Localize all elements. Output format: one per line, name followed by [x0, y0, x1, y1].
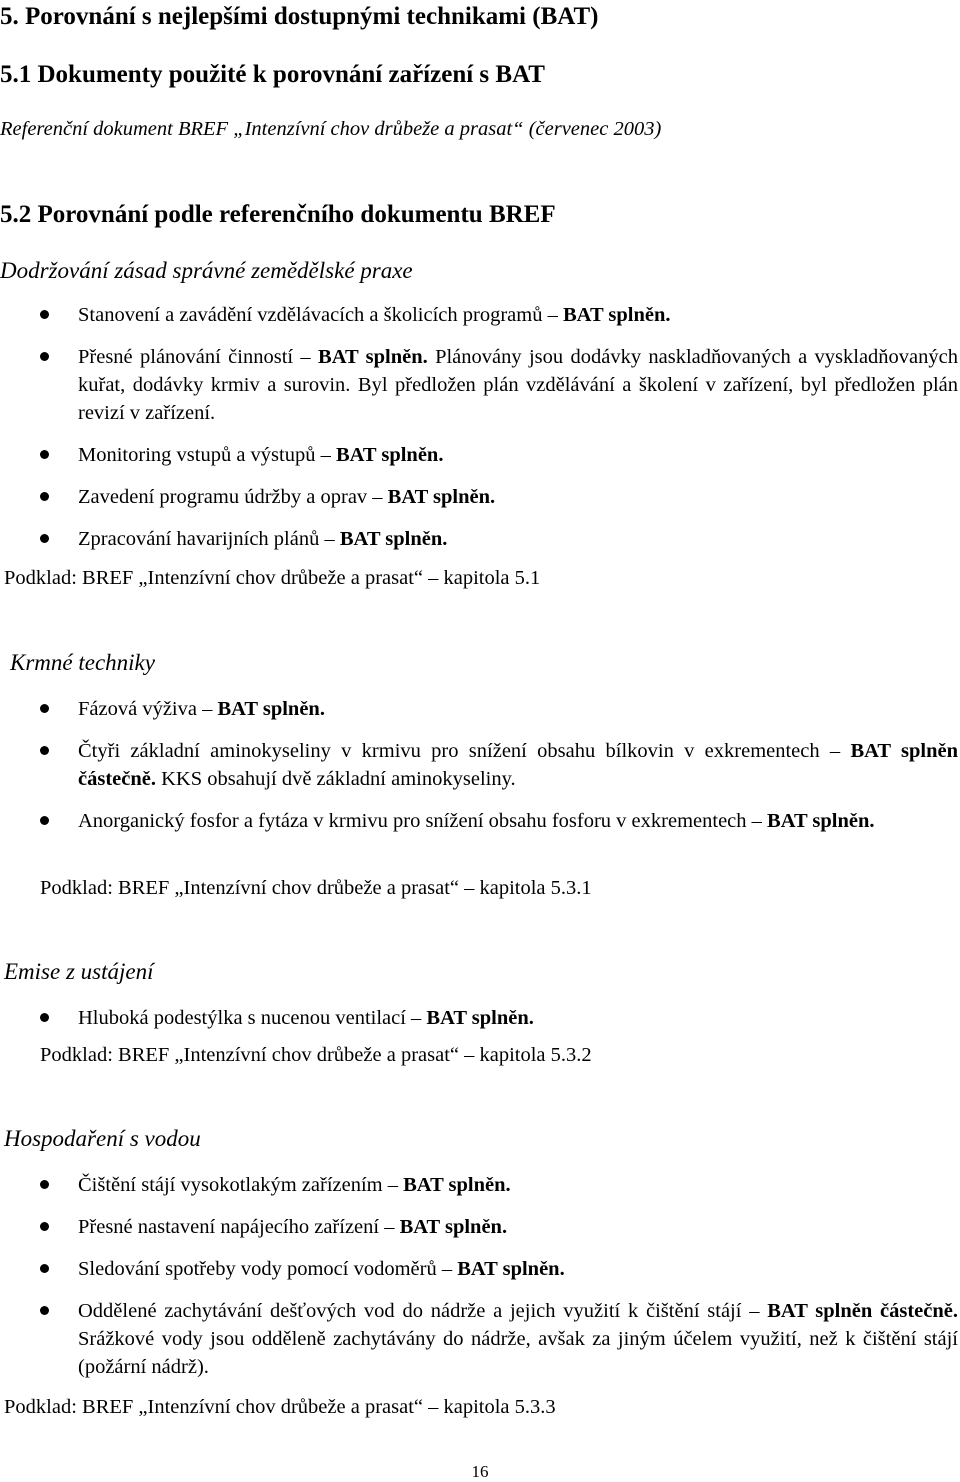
- bullet-icon: [40, 1013, 49, 1022]
- section-title: Emise z ustájení: [4, 959, 154, 984]
- list-item: Zavedení programu údržby a oprav – BAT splněn.: [78, 486, 496, 508]
- list-item: Oddělené zachytávání dešťových vod do nádrže a jejich využití k čištění stájí – BAT splněn částečně. Srážkové vody jsou odděleně zachytávány do nádrže, avšak za jiným účelem využití, než k čištění stájí (požární nádrž).: [78, 1300, 959, 1378]
- section-title: Krmné techniky: [10, 650, 155, 675]
- bullet-icon: [40, 352, 49, 361]
- list-item: Sledování spotřeby vody pomocí vodoměrů – BAT splněn.: [78, 1258, 565, 1280]
- bullet-icon: [40, 704, 49, 713]
- bullet-icon: [40, 1264, 49, 1273]
- list-item: Hluboká podestýlka s nucenou ventilací – BAT splněn.: [78, 1007, 534, 1029]
- section-title: Hospodaření s vodou: [4, 1126, 201, 1151]
- list-item: Přesné nastavení napájecího zařízení – BAT splněn.: [78, 1216, 508, 1238]
- bullet-icon: [40, 1180, 49, 1189]
- heading-section-5: 5. Porovnání s nejlepšími dostupnými technikami (BAT): [0, 3, 599, 30]
- bullet-icon: [40, 1306, 49, 1315]
- heading-section-5-1: 5.1 Dokumenty použité k porovnání zařízení s BAT: [0, 61, 545, 88]
- page-number: 16: [471, 1462, 489, 1481]
- list-item: Anorganický fosfor a fytáza v krmivu pro snížení obsahu fosforu v exkrementech – BAT splněn.: [78, 810, 875, 832]
- bullet-icon: [40, 816, 49, 825]
- list-item: Zpracování havarijních plánů – BAT splněn.: [78, 528, 448, 550]
- reference-document: Referenční dokument BREF „Intenzívní chov drůbeže a prasat“ (červenec 2003): [0, 118, 662, 140]
- bullet-icon: [40, 450, 49, 459]
- source-note: Podklad: BREF „Intenzívní chov drůbeže a prasat“ – kapitola 5.1: [4, 567, 541, 589]
- bullet-icon: [40, 746, 49, 755]
- list-item: Fázová výživa – BAT splněn.: [78, 698, 325, 720]
- source-note: Podklad: BREF „Intenzívní chov drůbeže a prasat“ – kapitola 5.3.3: [4, 1396, 556, 1418]
- list-item: Stanovení a zavádění vzdělávacích a školicích programů – BAT splněn.: [78, 304, 671, 326]
- bullet-icon: [40, 310, 49, 319]
- list-item: Čištění stájí vysokotlakým zařízením – BAT splněn.: [78, 1174, 511, 1196]
- list-item: Monitoring vstupů a výstupů – BAT splněn.: [78, 444, 444, 466]
- list-item: Čtyři základní aminokyseliny v krmivu pro snížení obsahu bílkovin v exkrementech – BAT splněn částečně. KKS obsahují dvě základní aminokyseliny.: [78, 740, 958, 790]
- bullet-icon: [40, 1222, 49, 1231]
- section-title: Dodržování zásad správné zemědělské praxe: [0, 258, 413, 283]
- bullet-icon: [40, 534, 49, 543]
- list-item: Přesné plánování činností – BAT splněn. Plánovány jsou dodávky naskladňovaných a vyskladňovaných kuřat, dodávky krmiv a surovin. Byl předložen plán vzdělávání a školení v zařízení, byl předložen plán revizí v zařízení.: [78, 346, 958, 424]
- bullet-icon: [40, 492, 49, 501]
- source-note: Podklad: BREF „Intenzívní chov drůbeže a prasat“ – kapitola 5.3.2: [40, 1044, 592, 1066]
- source-note: Podklad: BREF „Intenzívní chov drůbeže a prasat“ – kapitola 5.3.1: [40, 877, 592, 899]
- heading-section-5-2: 5.2 Porovnání podle referenčního dokumentu BREF: [0, 201, 556, 228]
